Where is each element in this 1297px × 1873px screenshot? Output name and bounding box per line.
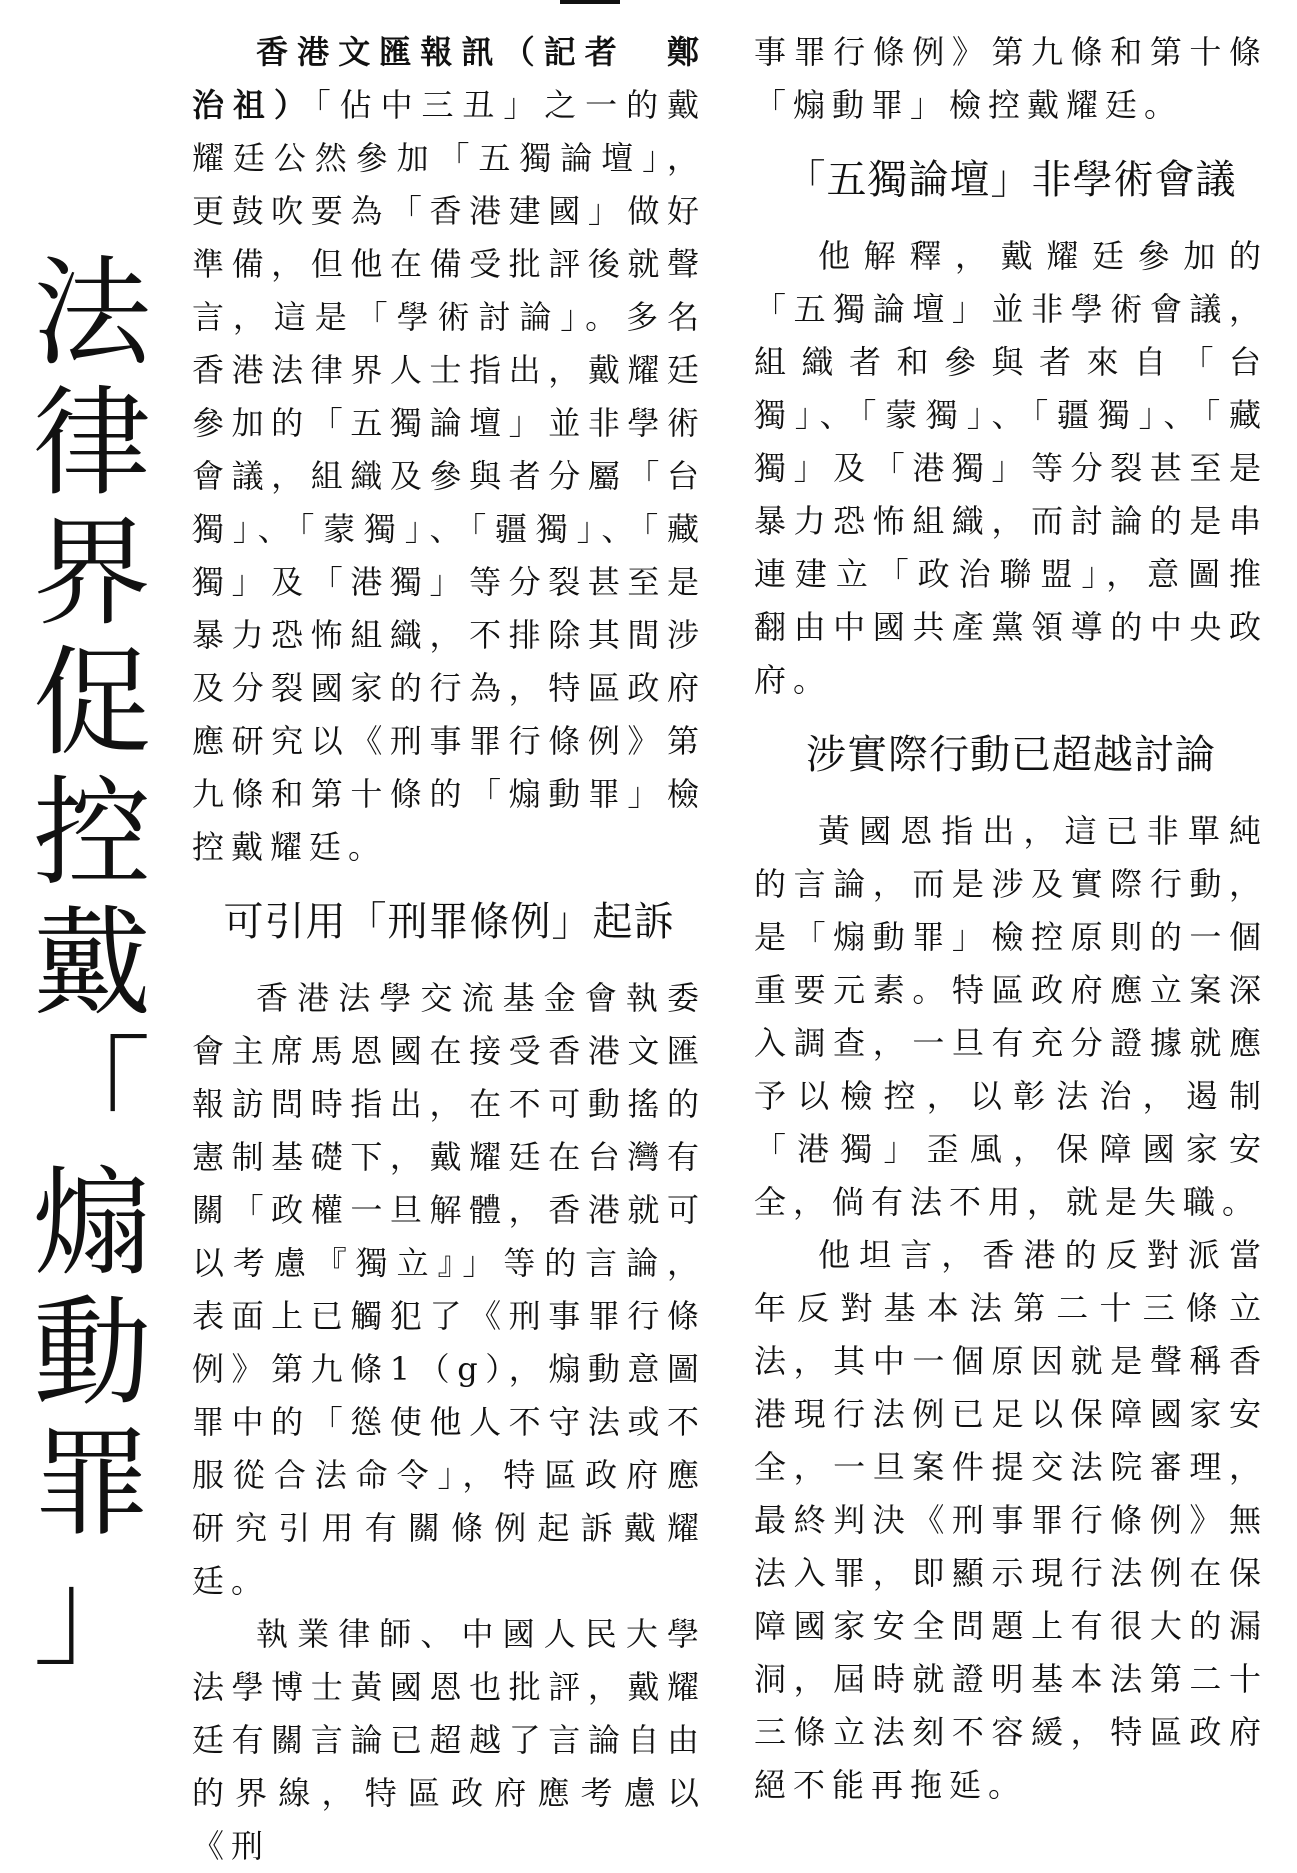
headline-char: 法 [32, 244, 151, 382]
article-column-1 [192, 26, 706, 1865]
headline-char: 界 [32, 504, 151, 642]
top-rule [560, 0, 620, 4]
headline-char: 」 [32, 1544, 151, 1682]
headline-char: 戴 [32, 894, 151, 1032]
headline-char: 罪 [32, 1414, 151, 1552]
lead-text: 「佔中三丑」之一的戴耀廷公然參加「五獨論壇」，更鼓吹要為「香港建國」做好準備，但他在備受批評後就聲言，這是「學術討論」。多名香港法律界人士指出，戴耀廷參加的「五獨論壇」並非學術會議，組織及參與者分屬「台獨」、「蒙獨」、「疆獨」、「藏獨」及「港獨」等分裂甚至是暴力恐怖組織，不排除其間涉及分裂國家的行為，特區政府應研究以《刑事罪行條例》第九條和第十條的「煽動罪」檢控戴耀廷。 [192, 86, 706, 866]
paragraph-wong-2: 黃國恩指出，這已非單純的言論，而是涉及實際行動，是「煽動罪」檢控原則的一個重要元素。特區政府應立案深入調查，一旦有充分證據就應予以檢控，以彰法治，遏制「港獨」歪風，保障國家安全，倘有法不用，就是失職。 [754, 812, 1268, 1221]
paragraph-wong-1-continued: 事罪行條例》第九條和第十條「煽動罪」檢控戴耀廷。 [754, 33, 1268, 124]
headline-char: 動 [32, 1284, 151, 1422]
byline: 香港文匯報訊（記者 鄭治祖） [192, 33, 706, 124]
subheading-action: 涉實際行動已超越討論 [806, 732, 1216, 778]
headline-char: 控 [32, 764, 151, 902]
headline [22, 244, 162, 1682]
paragraph-wong-3: 他坦言，香港的反對派當年反對基本法第二十三條立法，其中一個原因就是聲稱香港現行法例已足以保障國家安全，一旦案件提交法院審理，最終判決《刑事罪行條例》無法入罪，即顯示現行法例在保障國家安全問題上有很大的漏洞，屆時就證明基本法第二十三條立法刻不容緩，特區政府絕不能再拖延。 [754, 1236, 1268, 1804]
paragraph-wong-1: 執業律師、中國人民大學法學博士黃國恩也批評，戴耀廷有關言論已超越了言論自由的界線，特區政府應考慮以《刑 [192, 1615, 706, 1865]
headline-char: 促 [32, 634, 151, 772]
article-column-2 [754, 26, 1268, 1826]
subheading-not-academic: 「五獨論壇」非學術會議 [785, 157, 1237, 203]
headline-char: 「 [32, 1024, 151, 1162]
paragraph-explanation: 他解釋，戴耀廷參加的「五獨論壇」並非學術會議，組織者和參與者來自「台獨」、「蒙獨」、「疆獨」、「藏獨」及「港獨」等分裂甚至是暴力恐怖組織，而討論的是串連建立「政治聯盟」，意圖推翻由中國共產黨領導的中央政府。 [754, 237, 1268, 699]
headline-char: 煽 [32, 1154, 151, 1292]
paragraph-ma: 香港法學交流基金會執委會主席馬恩國在接受香港文匯報訪問時指出，在不可動搖的憲制基礎下，戴耀廷在台灣有關「政權一旦解體，香港就可以考慮『獨立』」等的言論，表面上已觸犯了《刑事罪行條例》第九條1（g），煽動意圖罪中的「慫使他人不守法或不服從合法命令」，特區政府應研究引用有關條例起訴戴耀廷。 [192, 979, 706, 1600]
subheading-prosecution: 可引用「刑罪條例」起訴 [223, 899, 675, 945]
lead-paragraph [192, 26, 706, 874]
headline-char: 律 [32, 374, 151, 512]
